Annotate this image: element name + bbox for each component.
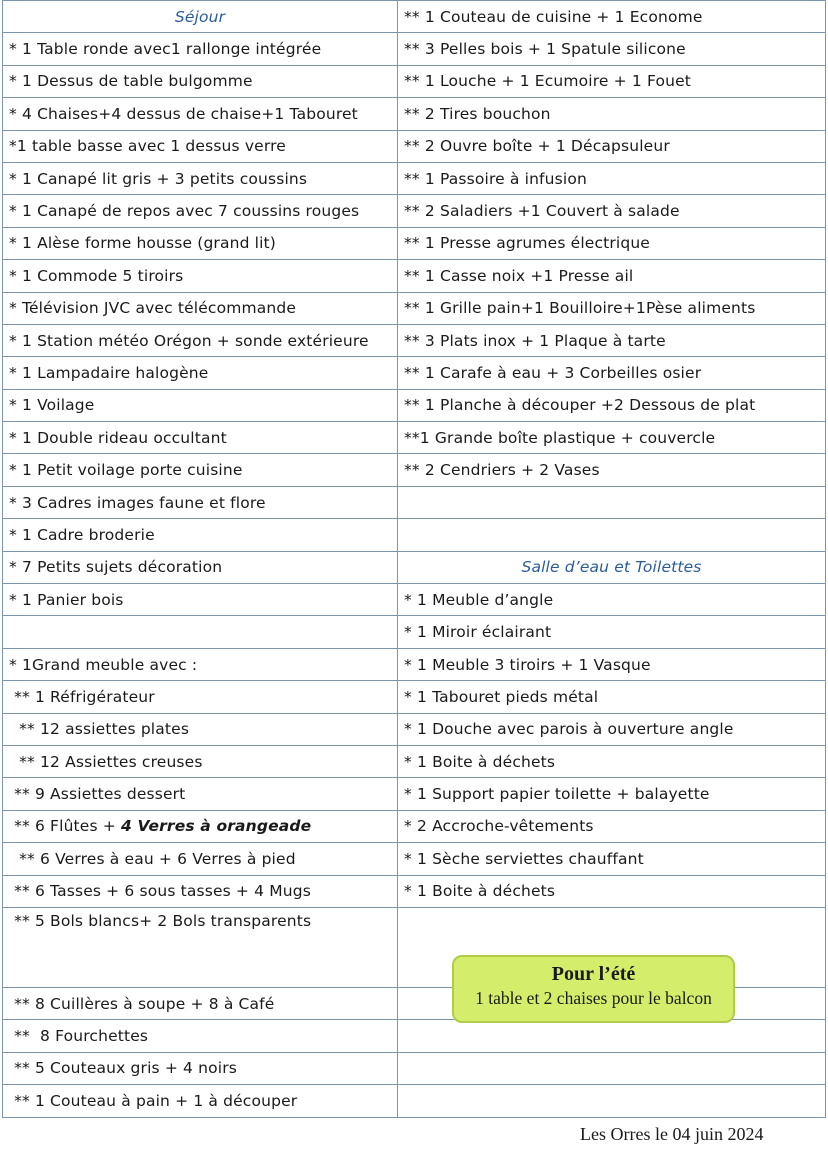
item-text: * Télévision JVC avec télécommande: [9, 299, 297, 318]
item-text: ** 5 Bols blancs+ 2 Bols transparents: [9, 911, 312, 930]
item-text: *1 table basse avec 1 dessus verre: [9, 137, 286, 156]
right-cell: [398, 1020, 826, 1052]
left-cell: [3, 195, 398, 227]
right-cell: [398, 227, 826, 259]
right-cell: [398, 98, 826, 130]
item-text: ** 1 Casse noix +1 Presse ail: [404, 266, 634, 285]
item-text: * 1 Double rideau occultant: [9, 428, 227, 447]
table-row: [3, 1020, 826, 1052]
item-text: * 1 Boite à déchets: [404, 882, 556, 901]
item-text: **1 Grande boîte plastique + couvercle: [404, 428, 716, 447]
item-text: * 1 Douche avec parois à ouverture angle: [404, 720, 734, 739]
right-cell: [398, 162, 826, 194]
item-text: * 1 Cadre broderie: [9, 525, 155, 544]
table-row: [3, 260, 826, 292]
right-cell: [398, 875, 826, 907]
table-row: [3, 422, 826, 454]
right-cell: [398, 130, 826, 162]
left-cell: [3, 454, 398, 486]
table-row: [3, 810, 826, 842]
item-text: ** 1 Carafe à eau + 3 Corbeilles osier: [404, 363, 702, 382]
right-cell: [398, 486, 826, 518]
item-text: * 1 Alèse forme housse (grand lit): [9, 234, 276, 253]
right-cell: [398, 843, 826, 875]
item-text: * 1 Petit voilage porte cuisine: [9, 461, 243, 480]
table-row: [3, 875, 826, 907]
item-text: ** 1 Presse agrumes électrique: [404, 234, 650, 253]
table-row: [3, 195, 826, 227]
right-cell: [398, 389, 826, 421]
right-cell: [398, 616, 826, 648]
left-cell: [3, 875, 398, 907]
item-text: * 1Grand meuble avec :: [9, 655, 198, 674]
right-cell: [398, 260, 826, 292]
inventory-table: [2, 0, 826, 1118]
item-text: ** 1 Couteau de cuisine + 1 Econome: [404, 7, 703, 26]
right-cell: [398, 681, 826, 713]
item-text: * 7 Petits sujets décoration: [9, 558, 223, 577]
item-text: ** 12 Assiettes creuses: [9, 752, 203, 771]
left-cell: [3, 422, 398, 454]
item-text: ** 9 Assiettes dessert: [9, 785, 186, 804]
item-text: * 1 Canapé lit gris + 3 petits coussins: [9, 169, 308, 188]
right-cell: [398, 519, 826, 551]
item-text: Salle d’eau et Toilettes: [521, 558, 702, 577]
left-cell: [3, 810, 398, 842]
item-text: ** 3 Pelles bois + 1 Spatule silicone: [404, 40, 686, 59]
item-text: * 1 Meuble d’angle: [404, 590, 554, 609]
item-text: ** 8 Fourchettes: [9, 1027, 149, 1046]
table-row: [3, 227, 826, 259]
item-text: ** 1 Planche à découper +2 Dessous de plat: [404, 396, 756, 415]
left-cell: [3, 260, 398, 292]
table-row: [3, 1052, 826, 1084]
left-cell: [3, 324, 398, 356]
left-cell: [3, 389, 398, 421]
callout-title: Pour l’été: [551, 963, 636, 985]
table-row: [3, 292, 826, 324]
right-cell: [398, 33, 826, 65]
left-cell: [3, 1020, 398, 1052]
item-text: * 1 Sèche serviettes chauffant: [404, 849, 644, 868]
table-row: [3, 130, 826, 162]
left-cell: [3, 681, 398, 713]
left-cell: [3, 98, 398, 130]
left-cell: [3, 551, 398, 583]
table-row: [3, 713, 826, 745]
item-text: * 4 Chaises+4 dessus de chaise+1 Tabouret: [9, 104, 358, 123]
item-text: * 1 Miroir éclairant: [404, 623, 552, 642]
table-row: [3, 519, 826, 551]
item-text: ** 1 Louche + 1 Ecumoire + 1 Fouet: [404, 72, 692, 91]
right-cell: [398, 745, 826, 777]
item-text: ** 2 Cendriers + 2 Vases: [404, 461, 600, 480]
item-text: ** 6 Flûtes +: [9, 817, 121, 836]
left-cell: [3, 713, 398, 745]
right-cell: [398, 648, 826, 680]
left-cell: [3, 162, 398, 194]
right-cell: [398, 292, 826, 324]
table-row: [3, 648, 826, 680]
item-text: * 1 Lampadaire halogène: [9, 363, 209, 382]
item-text: * 1 Dessus de table bulgomme: [9, 72, 253, 91]
left-cell: [3, 130, 398, 162]
left-cell: [3, 227, 398, 259]
table-row: [3, 357, 826, 389]
table-row: [3, 1, 826, 33]
table-row: [3, 98, 826, 130]
left-cell: [3, 778, 398, 810]
right-cell: [398, 357, 826, 389]
item-text: ** 2 Saladiers +1 Couvert à salade: [404, 202, 680, 221]
left-cell: [3, 616, 398, 648]
table-row: [3, 616, 826, 648]
item-text: ** 1 Réfrigérateur: [9, 687, 155, 706]
item-text: ** 1 Grille pain+1 Bouilloire+1Pèse aliments: [404, 299, 756, 318]
right-cell: [398, 65, 826, 97]
right-cell: [398, 454, 826, 486]
item-text: * 1 Table ronde avec1 rallonge intégrée: [9, 40, 322, 59]
table-row: [3, 486, 826, 518]
item-text: * 1 Station météo Orégon + sonde extérieure: [9, 331, 369, 350]
item-text: * 3 Cadres images faune et flore: [9, 493, 266, 512]
table-row: [3, 33, 826, 65]
table-row: [3, 584, 826, 616]
table-row: [3, 324, 826, 356]
item-emphasis: 4 Verres à orangeade: [120, 817, 312, 836]
left-cell: [3, 292, 398, 324]
left-cell: [3, 33, 398, 65]
item-text: * 1 Support papier toilette + balayette: [404, 785, 710, 804]
table-row: [3, 551, 826, 583]
item-text: ** 2 Ouvre boîte + 1 Décapsuleur: [404, 137, 670, 156]
item-text: * 1 Panier bois: [9, 590, 124, 609]
item-text: ** 8 Cuillères à soupe + 8 à Café: [9, 994, 275, 1013]
item-text: * 1 Meuble 3 tiroirs + 1 Vasque: [404, 655, 651, 674]
table-row: [3, 745, 826, 777]
item-text: * 2 Accroche-vêtements: [404, 817, 594, 836]
right-cell: [398, 810, 826, 842]
left-cell: [3, 987, 398, 1019]
item-text: ** 1 Passoire à infusion: [404, 169, 587, 188]
table-row: [3, 843, 826, 875]
item-text: ** 5 Couteaux gris + 4 noirs: [9, 1059, 237, 1078]
left-cell: [3, 1085, 398, 1117]
left-cell: [3, 648, 398, 680]
table-row: [3, 778, 826, 810]
table-row: [3, 162, 826, 194]
right-cell: [398, 1085, 826, 1117]
item-text: ** 12 assiettes plates: [9, 720, 190, 739]
left-cell: [3, 843, 398, 875]
footer-place-date: Les Orres le 04 juin 2024: [580, 1124, 764, 1144]
left-cell: [3, 1052, 398, 1084]
left-cell: [3, 907, 398, 987]
right-cell: [398, 195, 826, 227]
right-cell: [398, 713, 826, 745]
item-text: ** 6 Tasses + 6 sous tasses + 4 Mugs: [9, 882, 311, 901]
item-text: * 1 Commode 5 tiroirs: [9, 266, 184, 285]
left-cell: [3, 65, 398, 97]
item-text: Séjour: [174, 7, 226, 26]
item-text: * 1 Voilage: [9, 396, 95, 415]
right-cell: [398, 422, 826, 454]
left-cell: [3, 486, 398, 518]
right-cell: [398, 1052, 826, 1084]
right-cell: [398, 778, 826, 810]
summer-callout-box: [452, 955, 735, 1023]
item-text: ** 3 Plats inox + 1 Plaque à tarte: [404, 331, 666, 350]
section-header: [398, 551, 826, 583]
item-text: ** 6 Verres à eau + 6 Verres à pied: [9, 849, 296, 868]
item-text: * 1 Boite à déchets: [404, 752, 556, 771]
right-cell: [398, 1, 826, 33]
item-text: ** 1 Couteau à pain + 1 à découper: [9, 1091, 298, 1110]
table-row: [3, 65, 826, 97]
table-row: [3, 1085, 826, 1117]
item-text: * 1 Tabouret pieds métal: [404, 687, 599, 706]
table-row: [3, 681, 826, 713]
section-header: [3, 1, 398, 33]
callout-text: 1 table et 2 chaises pour le balcon: [475, 988, 712, 1008]
left-cell: [3, 745, 398, 777]
item-text: ** 2 Tires bouchon: [404, 104, 551, 123]
item-text: * 1 Canapé de repos avec 7 coussins rouges: [9, 202, 360, 221]
right-cell: [398, 324, 826, 356]
right-cell: [398, 584, 826, 616]
left-cell: [3, 357, 398, 389]
left-cell: [3, 584, 398, 616]
inventory-body: [3, 1, 826, 1118]
left-cell: [3, 519, 398, 551]
table-row: [3, 389, 826, 421]
table-row: [3, 454, 826, 486]
